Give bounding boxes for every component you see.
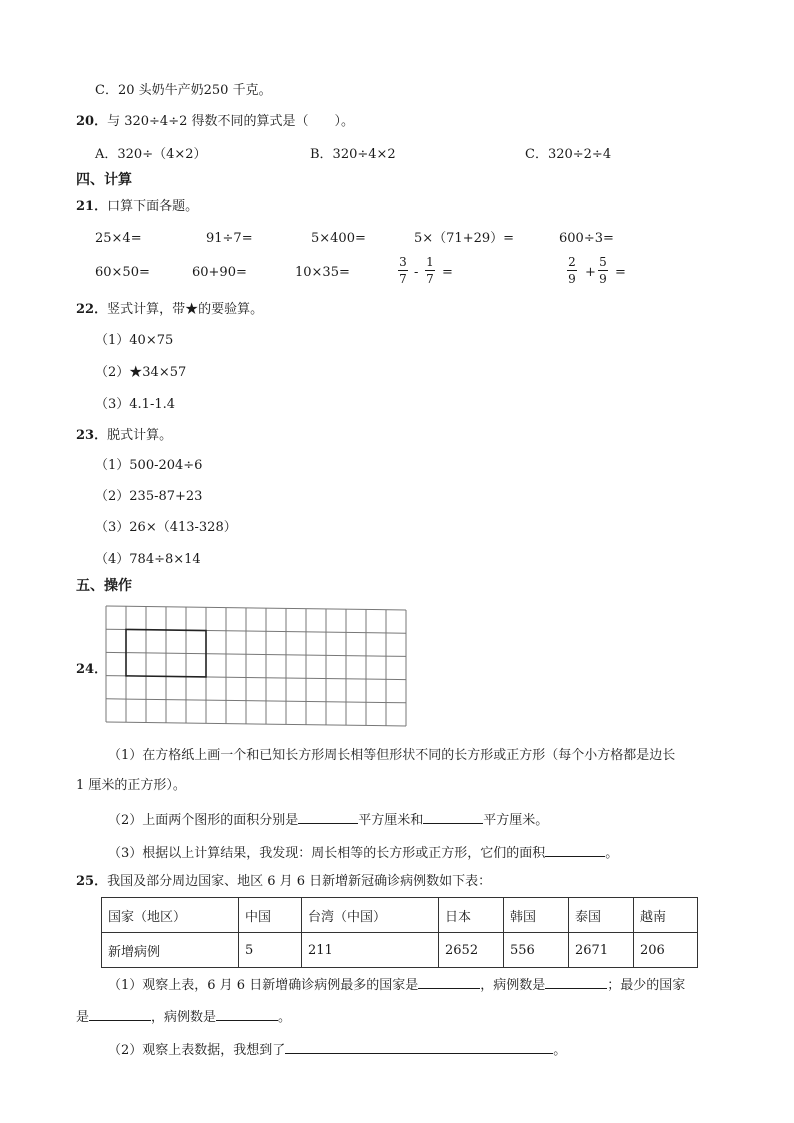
q25-part1-text-b: ，病例数是	[480, 978, 546, 993]
denominator: 9	[568, 272, 576, 286]
numerator: 2	[568, 255, 576, 269]
q21-item-8: 10×35=	[295, 265, 350, 280]
table-cell: 5	[239, 933, 302, 968]
grid-line-horizontal	[106, 652, 406, 656]
denominator: 9	[599, 272, 607, 286]
table-cell: 国家（地区）	[102, 898, 239, 933]
q25-text: 我国及部分周边国家、地区 6 月 6 日新增新冠确诊病例数如下表：	[107, 874, 492, 889]
grid-line-horizontal	[106, 699, 406, 703]
q20-option-b: B．320÷4×2	[310, 147, 396, 162]
q24-part3-text-b: 。	[605, 846, 619, 861]
q21-stem	[76, 198, 198, 216]
q21-item-1: 25×4=	[95, 231, 142, 246]
fraction-2-9	[567, 255, 577, 286]
q21-text: 口算下面各题。	[107, 199, 199, 214]
q24-part3	[108, 843, 618, 863]
q21-item-2: 91÷7=	[206, 231, 253, 246]
q20-text: 与 320÷4÷2 得数不同的算式是（ ）。	[107, 114, 354, 129]
q25-part1-text-a: （1）观察上表，6 月 6 日新增确诊病例最多的国家是	[108, 978, 419, 993]
answer-blank[interactable]	[423, 810, 483, 824]
q24-part2-text-b: 平方厘米和	[358, 813, 424, 828]
q23-stem	[76, 427, 172, 445]
answer-blank[interactable]	[89, 1007, 151, 1021]
fraction-3-7	[398, 255, 408, 286]
q23-item-3: （3）26×（413-328）	[95, 520, 237, 535]
plus-sign: +	[585, 265, 596, 280]
q24-part2-text-c: 平方厘米。	[483, 813, 549, 828]
q20-option-a: A．320÷（4×2）	[95, 147, 207, 162]
q23-item-2: （2）235-87+23	[95, 489, 203, 504]
q25-part1-text-e: ，病例数是	[151, 1010, 217, 1025]
table-cell: 泰国	[569, 898, 634, 933]
section-4-heading: 四、计算	[76, 172, 132, 188]
q21-item-7: 60+90=	[192, 265, 247, 280]
table-cell: 2671	[569, 933, 634, 968]
table-cell: 556	[504, 933, 569, 968]
equals-sign: =	[442, 265, 453, 280]
q22-stem	[76, 301, 263, 319]
equals-sign: =	[615, 265, 626, 280]
q25-part1-line2	[76, 1007, 291, 1027]
q22-text: 竖式计算，带★的要验算。	[107, 302, 264, 317]
q23-text: 脱式计算。	[107, 428, 173, 443]
q22-item-1: （1）40×75	[95, 333, 174, 348]
q24-part1-line2: 1 厘米的正方形）。	[76, 778, 186, 793]
q21-item-5: 600÷3=	[559, 231, 614, 246]
q24-part3-text-a: （3）根据以上计算结果，我发现：周长相等的长方形或正方形，它们的面积	[108, 846, 546, 861]
q24-part2-text-a: （2）上面两个图形的面积分别是	[108, 813, 299, 828]
q24-number: 24．	[76, 662, 108, 677]
q21-item-3: 5×400=	[311, 231, 366, 246]
fraction-5-9	[598, 255, 608, 286]
numerator: 3	[399, 255, 407, 269]
q22-number: 22．	[76, 302, 108, 317]
answer-blank[interactable]	[545, 975, 607, 989]
q25-part1-text-f: 。	[278, 1010, 292, 1025]
table-cell: 台湾（中国）	[302, 898, 439, 933]
q21-number: 21．	[76, 199, 108, 214]
q19-option-c: C．20 头奶牛产奶250 千克。	[95, 83, 272, 98]
q20-option-c: C．320÷2÷4	[525, 147, 612, 162]
section-5-heading: 五、操作	[76, 578, 132, 594]
q25-part1-text-d: 是	[76, 1010, 90, 1025]
q25-part1-text-c: ；最少的国家	[607, 978, 686, 993]
table-header-row	[102, 898, 698, 933]
q21-item-6: 60×50=	[95, 265, 150, 280]
answer-blank[interactable]	[298, 810, 358, 824]
q23-item-4: （4）784÷8×14	[95, 552, 201, 567]
q25-number: 25．	[76, 874, 108, 889]
table-cell: 中国	[239, 898, 302, 933]
answer-blank[interactable]	[545, 843, 605, 857]
denominator: 7	[426, 272, 434, 286]
q25-part2-text-a: （2）观察上表数据，我想到了	[108, 1043, 286, 1058]
square-grid-paper[interactable]	[102, 602, 412, 732]
answer-blank[interactable]	[285, 1040, 553, 1054]
q22-item-3: （3）4.1-1.4	[95, 397, 176, 412]
q20-number: 20．	[76, 114, 108, 129]
grid-line-horizontal	[106, 722, 406, 726]
q23-number: 23．	[76, 428, 108, 443]
q25-stem	[76, 873, 491, 891]
numerator: 1	[426, 255, 434, 269]
q20-stem	[76, 113, 354, 131]
denominator: 7	[399, 272, 407, 286]
q24-part1-line1: （1）在方格纸上画一个和已知长方形周长相等但形状不同的长方形或正方形（每个小方格都是边长	[108, 748, 676, 763]
table-cell: 206	[634, 933, 698, 968]
q25-part2-text-b: 。	[553, 1043, 567, 1058]
table-cell: 日本	[439, 898, 504, 933]
cases-table	[101, 897, 698, 968]
table-cell: 211	[302, 933, 439, 968]
minus-sign: -	[414, 265, 419, 280]
grid-line-horizontal	[106, 606, 406, 610]
table-cell: 新增病例	[102, 933, 239, 968]
q22-item-2: （2）★34×57	[95, 365, 187, 380]
table-cell: 韩国	[504, 898, 569, 933]
q21-item-4: 5×（71+29）=	[414, 231, 515, 246]
q25-part2	[108, 1040, 566, 1060]
fraction-1-7	[425, 255, 435, 286]
numerator: 5	[599, 255, 607, 269]
q24-part2	[108, 810, 548, 830]
q23-item-1: （1）500-204÷6	[95, 458, 203, 473]
q25-part1-line1	[108, 975, 685, 995]
table-row	[102, 933, 698, 968]
table-cell: 2652	[439, 933, 504, 968]
table-cell: 越南	[634, 898, 698, 933]
answer-blank[interactable]	[216, 1007, 278, 1021]
answer-blank[interactable]	[418, 975, 480, 989]
